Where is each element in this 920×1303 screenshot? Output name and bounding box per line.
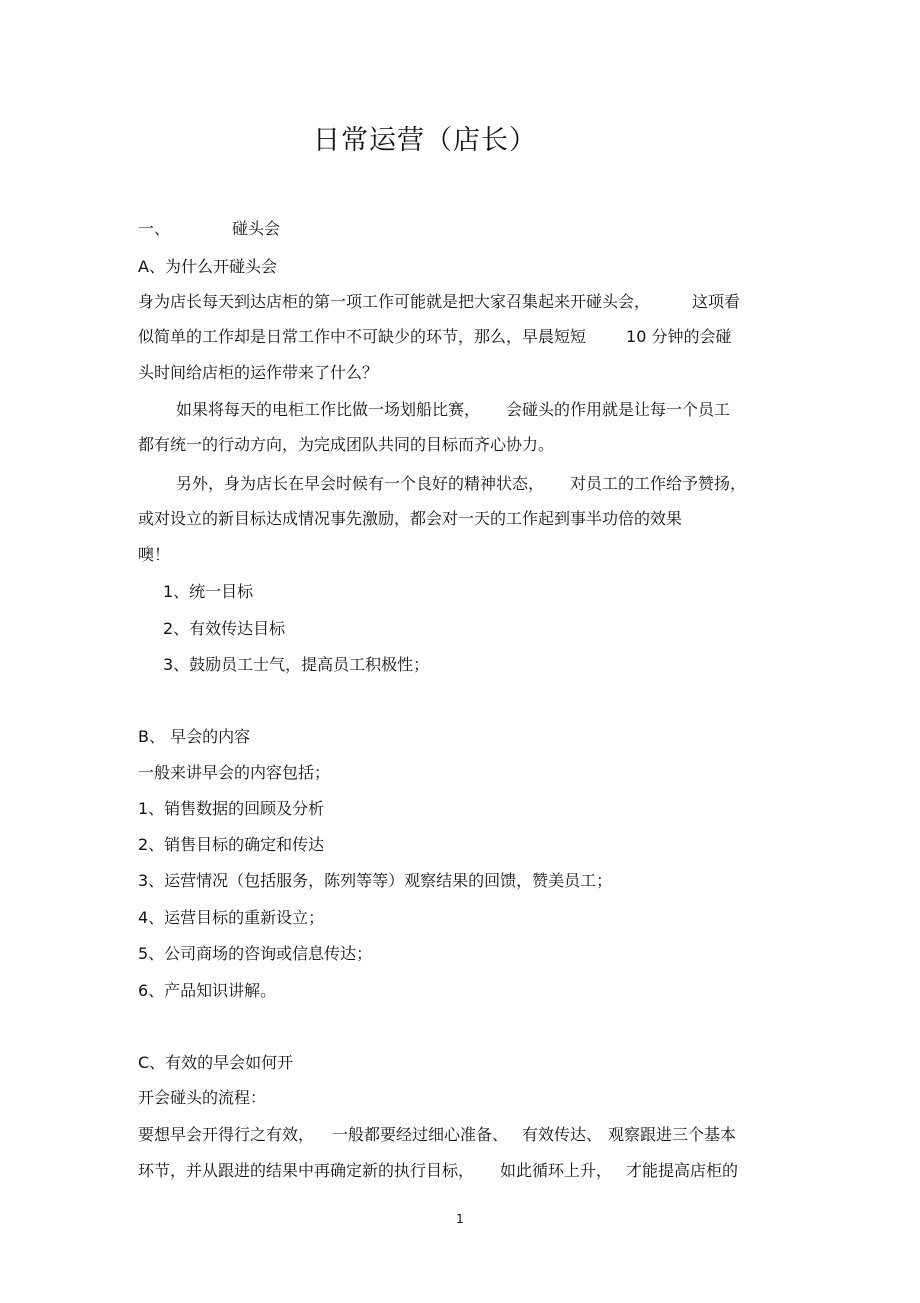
page-number: 1	[456, 1212, 464, 1226]
text-span: 一般都要经过细心准备、	[332, 1125, 509, 1144]
text-span: 身为店长每天到达店柜的第一项工作可能就是把大家召集起来开碰头会，	[138, 292, 651, 311]
paragraph-line: 开会碰头的流程：	[138, 1088, 267, 1107]
paragraph-line	[176, 400, 730, 420]
list-item: 3、鼓励员工士气，提高员工积极性；	[163, 655, 430, 674]
text-span: 对员工的工作给予赞扬，	[570, 474, 747, 493]
text-span: 才能提高店柜的	[626, 1161, 739, 1180]
paragraph-line: 头时间给店柜的运作带来了什么？	[138, 363, 379, 382]
paragraph-line: 一般来讲早会的内容包括；	[138, 763, 331, 782]
text-span: 如果将每天的电柜工作比做一场划船比赛，	[176, 400, 481, 419]
list-item: 3、运营情况（包括服务，陈列等等）观察结果的回馈，赞美员工；	[138, 871, 613, 890]
list-item: 2、销售目标的确定和传达	[138, 835, 325, 854]
paragraph-line	[138, 327, 731, 347]
list-item: 1、销售数据的回顾及分析	[138, 799, 325, 818]
list-item: 4、运营目标的重新设立；	[138, 908, 325, 927]
list-item: 5、公司商场的咨询或信息传达；	[138, 944, 373, 963]
list-item: 2、有效传达目标	[163, 619, 286, 638]
subsection-b-heading: B、 早会的内容	[138, 727, 251, 746]
subsection-c-heading: C、有效的早会如何开	[138, 1053, 294, 1072]
list-item: 6、产品知识讲解。	[138, 981, 277, 1000]
text-span: 似简单的工作却是日常工作中不可缺少的环节，那么，早晨短短	[138, 327, 587, 346]
paragraph-line: 都有统一的行动方向，为完成团队共同的目标而齐心协力。	[138, 435, 555, 454]
text-span: 这项看	[692, 292, 741, 311]
text-span: 观察跟进三个基本	[608, 1125, 737, 1144]
list-item: 1、统一目标	[163, 582, 254, 601]
section-number: 一、	[138, 219, 171, 238]
text-span: 环节，并从跟进的结果中再确定新的执行目标，	[138, 1161, 475, 1180]
text-span: 如此循环上升，	[500, 1161, 613, 1180]
text-span: 有效传达、	[522, 1125, 603, 1144]
paragraph-line	[138, 1125, 736, 1145]
text-span: 会碰头的作用就是让每一个员工	[506, 400, 731, 419]
subsection-a-heading: A、为什么开碰头会	[138, 257, 277, 276]
section-title: 碰头会	[232, 219, 281, 238]
paragraph-line	[138, 292, 740, 312]
paragraph-line	[138, 1161, 738, 1181]
section-heading	[138, 219, 280, 239]
paragraph-line: 或对设立的新目标达成情况事先激励，都会对一天的工作起到事半功倍的效果	[138, 509, 683, 528]
text-span: 10 分钟的会碰	[626, 327, 732, 346]
text-span: 要想早会开得行之有效，	[138, 1125, 315, 1144]
paragraph-line: 噢！	[138, 545, 171, 564]
text-span: 另外，身为店长在早会时候有一个良好的精神状态，	[176, 474, 545, 493]
paragraph-line	[176, 474, 746, 494]
document-title: 日常运营（店长）	[313, 125, 537, 156]
